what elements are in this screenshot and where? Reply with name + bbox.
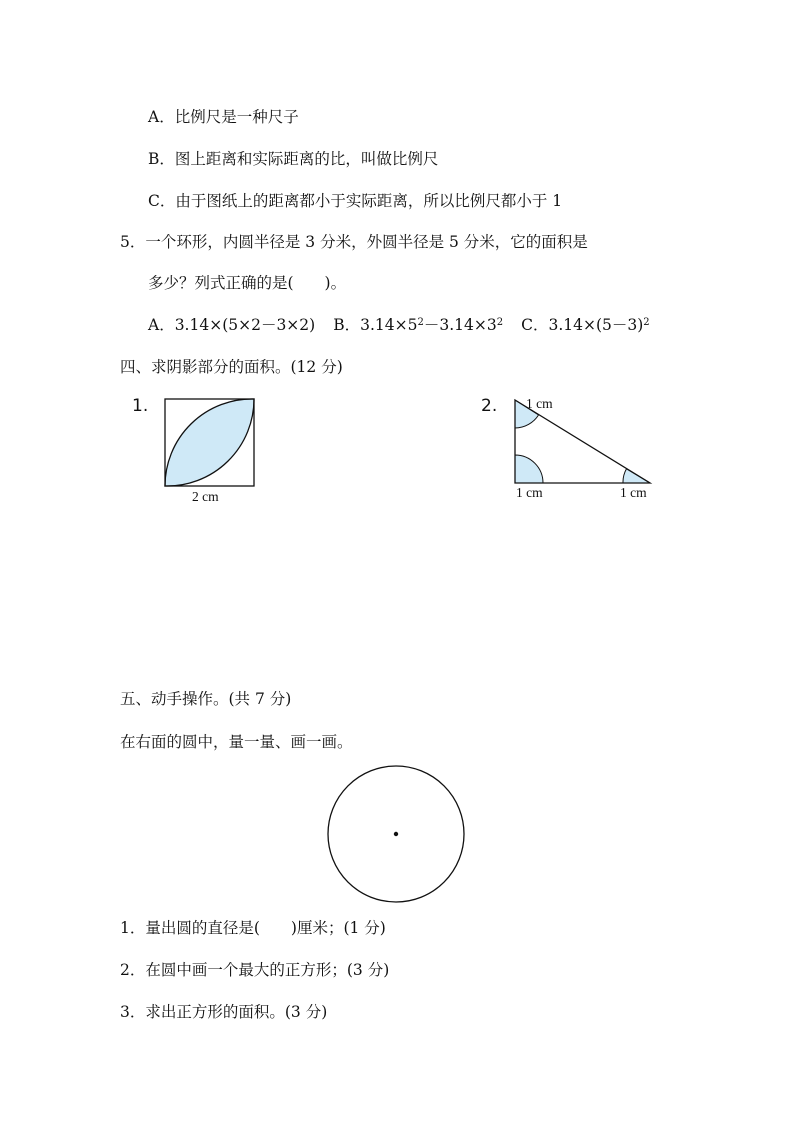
section5-item-3: 3．求出正方形的面积。(3 分) <box>120 1003 328 1021</box>
q5-stem-line2: 多少？列式正确的是( )。 <box>148 274 347 292</box>
section5-title: 五、动手操作。(共 7 分) <box>120 690 292 708</box>
figure2-bottom-right-label: 1 cm <box>620 485 647 500</box>
q5-option-b: B．$3.14\times 5^2-3.14\times 3^2$ <box>333 316 504 334</box>
measurement-circle <box>327 765 467 905</box>
section4-title: 四、求阴影部分的面积。(12 分) <box>120 358 343 376</box>
figure2-number: 2. <box>481 396 498 416</box>
figure1-side-label: 2 cm <box>192 489 219 504</box>
section5-item-2: 2．在圆中画一个最大的正方形；(3 分) <box>120 961 390 979</box>
q4-option-b: B．图上距离和实际距离的比，叫做比例尺 <box>148 150 439 168</box>
q5-option-c: C．$3.14\times(5-3)^2$ <box>521 316 650 334</box>
figure1-number: 1. <box>132 396 149 416</box>
section5-instruction: 在右面的圆中，量一量、画一画。 <box>120 733 353 751</box>
circle-center-dot <box>394 832 398 836</box>
q5-option-a: A．3.14×(5×2－3×2) <box>148 316 316 334</box>
q4-option-a: A．比例尺是一种尺子 <box>148 108 299 126</box>
figure2-bottom-left-label: 1 cm <box>516 485 543 500</box>
q5-stem-line1: 5．一个环形，内圆半径是 3 分米，外圆半径是 5 分米，它的面积是 <box>120 233 588 251</box>
section5-item-1: 1．量出圆的直径是( )厘米；(1 分) <box>120 919 386 937</box>
q4-option-c: C．由于图纸上的距离都小于实际距离，所以比例尺都小于 1 <box>148 192 563 210</box>
figure1-square-with-lens <box>164 398 255 487</box>
figure2-top-label: 1 cm <box>526 396 553 411</box>
q5-options <box>148 315 650 335</box>
